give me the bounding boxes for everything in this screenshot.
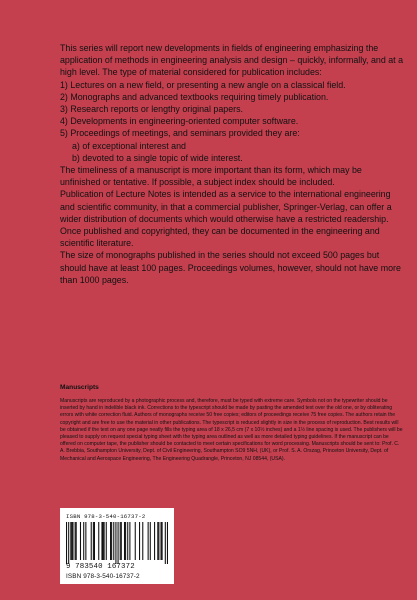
barcode-bar bbox=[93, 522, 94, 560]
barcode-bar bbox=[83, 522, 84, 560]
isbn-barcode bbox=[60, 508, 174, 584]
barcode-bar bbox=[80, 522, 81, 560]
sub-item-single-topic: b) devoted to a single topic of wide interest. bbox=[72, 152, 243, 163]
manuscripts-heading: Manuscripts bbox=[60, 384, 99, 391]
barcode-bar bbox=[142, 522, 143, 560]
size-paragraph: The size of monographs published in the series should not exceed 500 pages but should have at least 100 pages. Proceedings volumes, however, should not have more than 1000 pages. bbox=[60, 250, 401, 285]
barcode-bar bbox=[76, 522, 77, 560]
manuscripts-section bbox=[60, 384, 404, 463]
barcode-bar bbox=[118, 522, 119, 564]
barcode-bar bbox=[139, 522, 140, 560]
sub-item-exceptional-interest: a) of exceptional interest and bbox=[72, 140, 186, 151]
barcode-bar bbox=[94, 522, 95, 560]
series-description bbox=[60, 42, 404, 286]
intro-paragraph: This series will report new developments in fields of engineering emphasizing the application of methods in engineering analysis and design – quickly, informally, and at a high level. The type of material considered for publication includes: bbox=[60, 43, 404, 78]
barcode-bar bbox=[101, 522, 102, 560]
barcode-bar bbox=[71, 522, 72, 560]
barcode-bar bbox=[120, 522, 121, 560]
barcode-bar bbox=[150, 522, 151, 560]
barcode-bar bbox=[158, 522, 159, 560]
barcode-bars bbox=[66, 522, 168, 564]
barcode-bar bbox=[106, 522, 107, 560]
barcode-bar bbox=[68, 522, 69, 564]
barcode-bar bbox=[124, 522, 125, 560]
barcode-bar bbox=[72, 522, 73, 560]
barcode-bar bbox=[104, 522, 105, 560]
barcode-bar bbox=[75, 522, 76, 560]
barcode-bar bbox=[165, 522, 166, 564]
timeliness-paragraph: The timeliness of a manuscript is more important than its form, which may be unfinished or tentative. If possible, a subject index should be included. bbox=[60, 165, 362, 188]
list-item-monographs: 2) Monographs and advanced textbooks requiring timely publication. bbox=[60, 91, 329, 102]
barcode-bar bbox=[121, 522, 122, 560]
list-item-proceedings: 5) Proceedings of meetings, and seminars provided they are: bbox=[60, 128, 300, 139]
barcode-bar bbox=[110, 522, 111, 560]
barcode-bar bbox=[160, 522, 161, 560]
barcode-bar bbox=[98, 522, 99, 560]
manuscripts-text: Manuscripts are reproduced by a photographic process and, therefore, must be typed with extreme care. Symbols not on the typewriter should be inserted by hand in indelible black ink. Corrections to the typescript should be made by pasting the amended text over the old one, or by obliterating errors with white correction fluid. Authors of monographs receive 50 free copies; editors of proceedings receive 75 free copies. The authors retain the copyright and are free to use the material in other publications. The typescript is reduced slightly in size in the process of reproduction. Best results will be obtained if the text on any one page neatly fills the typing area of 18 x 26,5 cm (7 x 10½ inches) and a 1½ line spacing is used. The publishers will be pleased to supply on request special typing sheet with the typing area outlined as well as more detailed typing guidelines. If the manuscript can be offered on computer tape, the publisher should be contacted to meet certain specifications for word processing. Manuscripts should be sent to: Prof. C. A. Brebbia, Southampton University, Dept. of Civil Engineering, Southampton SO9 5NH, (UK), or Prof. S. A. Orszag, Princeton University, Dept. of Mechanical and Aerospace Engineering, The Engineering Quadrangle, Princeton, NJ 08544, (USA). bbox=[60, 398, 403, 462]
barcode-bar bbox=[70, 522, 71, 560]
list-item-lectures: 1) Lectures on a new field, or presenting a new angle on a classical field. bbox=[60, 79, 346, 90]
barcode-bar bbox=[162, 522, 163, 560]
barcode-bar bbox=[125, 522, 126, 560]
barcode-bar bbox=[91, 522, 92, 560]
barcode-bar bbox=[135, 522, 136, 560]
barcode-bar bbox=[157, 522, 158, 560]
list-item-software: 4) Developments in engineering-oriented computer software. bbox=[60, 116, 299, 127]
barcode-bar bbox=[113, 522, 114, 560]
barcode-bar bbox=[111, 522, 112, 560]
barcode-number: 9 783540 167372 bbox=[66, 563, 135, 571]
barcode-bar bbox=[103, 522, 104, 560]
barcode-bar bbox=[154, 522, 155, 560]
barcode-bar bbox=[148, 522, 149, 560]
isbn-label-bottom: ISBN 978-3-540-16737-2 bbox=[66, 573, 140, 580]
barcode-bar bbox=[85, 522, 86, 560]
isbn-label-top: ISBN 978-3-540-16737-2 bbox=[66, 513, 146, 520]
list-item-research-reports: 3) Research reports or lengthy original papers. bbox=[60, 104, 244, 115]
barcode-bar bbox=[127, 522, 128, 560]
barcode-bar bbox=[129, 522, 130, 560]
barcode-bar bbox=[167, 522, 168, 564]
barcode-bar bbox=[66, 522, 67, 564]
barcode-bar bbox=[115, 522, 116, 564]
publication-paragraph: Publication of Lecture Notes is intended as a service to the international engineering and scientific community, in that a commercial publisher, Springer-Verlag, can offer a wider distribution of documents which would otherwise have a restricted readership. Once published and copyrighted, they can be documented in the engineering and scientific literature. bbox=[60, 189, 392, 249]
